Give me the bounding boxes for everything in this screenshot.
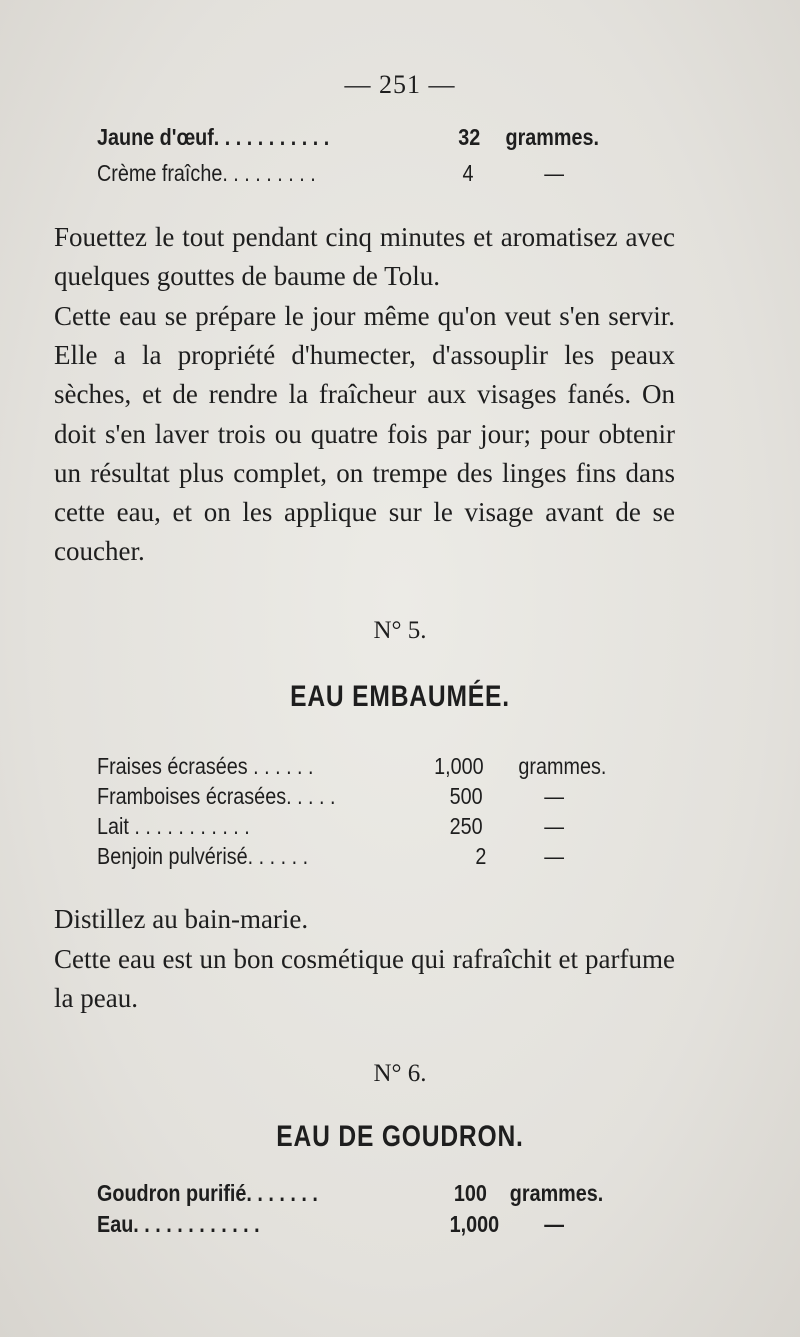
ingredient-quantity: 250 (449, 813, 483, 839)
ingredient-name: Eau. . . . . . . . . . . . (97, 1211, 260, 1237)
ingredient-unit: — (544, 813, 564, 839)
ingredient-name: Goudron purifié. . . . . . . (97, 1180, 318, 1206)
ingredient-name: Benjoin pulvérisé. . . . . . (97, 843, 309, 869)
ingredient-unit: grammes. (505, 124, 599, 150)
recipe-number: N° 6. (373, 1060, 427, 1087)
ingredient-unit: grammes. (509, 1180, 604, 1206)
recipe-title: EAU EMBAUMÉE. (290, 680, 510, 713)
ingredient-name: Framboises écrasées. . . . . (97, 783, 336, 809)
ingredient-name: Crème fraîche. . . . . . . . . (97, 160, 316, 186)
ingredient-name: Jaune d'œuf. . . . . . . . . . . (97, 124, 330, 150)
paragraph: Fouettez le tout pendant cinq minutes et aromatisez avec quelques gouttes de baume de Tolu. (54, 222, 675, 292)
recipe-title: EAU DE GOUDRON. (276, 1120, 524, 1153)
ingredient-quantity: 500 (449, 783, 483, 809)
ingredient-quantity: 2 (475, 843, 487, 869)
ingredient-unit: — (544, 783, 564, 809)
page-number: — 251 — (344, 70, 456, 99)
paragraph: Cette eau se prépare le jour même qu'on veut s'en servir. Elle a la propriété d'humecter, d'assouplir les peaux sèches, et de rendre la fraîcheur aux visages fanés. On doit s'en laver trois ou quatre fois par jour; pour obtenir un résultat plus complet, on trempe des linges fins dans cette eau, et on les applique sur le visage avant de se coucher. (54, 301, 675, 567)
ingredient-name: Fraises écrasées . . . . . . (97, 753, 314, 779)
ingredient-quantity: 100 (453, 1180, 487, 1206)
paragraph: Distillez au bain-marie. (54, 904, 309, 934)
ingredient-unit: — (544, 1211, 564, 1237)
recipe-number: N° 5. (373, 617, 427, 644)
ingredient-unit: — (544, 843, 564, 869)
ingredient-unit: — (544, 160, 564, 186)
ingredient-name: Lait . . . . . . . . . . . (97, 813, 250, 839)
ingredient-quantity: 4 (462, 160, 474, 186)
ingredient-quantity: 1,000 (434, 753, 484, 779)
ingredient-unit: grammes. (518, 753, 607, 779)
paragraph: Cette eau est un bon cosmétique qui rafraîchit et parfume la peau. (54, 944, 675, 1014)
ingredient-quantity: 1,000 (449, 1211, 500, 1237)
ingredient-quantity: 32 (458, 124, 481, 150)
